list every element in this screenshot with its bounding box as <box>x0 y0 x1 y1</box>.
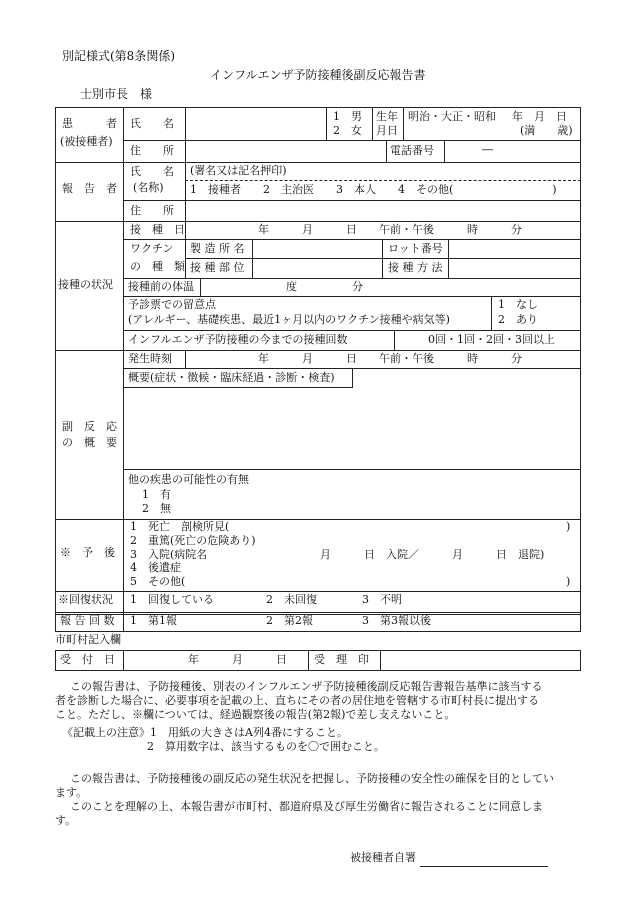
report-second[interactable]: 2 第2報 <box>266 614 313 627</box>
cell-divider <box>394 330 395 350</box>
prognosis-other-close-paren: ) <box>566 575 571 588</box>
cell-divider <box>123 140 581 141</box>
recovery-unknown[interactable]: 3 不明 <box>362 593 402 606</box>
cell-divider <box>491 296 492 330</box>
sex-female[interactable]: 2 女 <box>333 124 362 137</box>
dob-label-2: 月日 <box>376 124 398 137</box>
cell-divider <box>185 107 186 162</box>
body-temp-line: 度 分 <box>286 280 363 293</box>
addressee: 士別市長 様 <box>80 87 153 101</box>
lot-number-label: ロット番号 <box>388 242 443 255</box>
reporter-name-label: 氏 名 <box>130 165 174 178</box>
dob-label: 生年 <box>376 110 398 123</box>
cell-divider <box>185 221 186 239</box>
sex-male[interactable]: 1 男 <box>333 110 362 123</box>
report-first[interactable]: 1 第1報 <box>130 614 177 627</box>
other-disease-label: 他の疾患の可能性の有無 <box>128 473 249 486</box>
vaccination-count-options[interactable]: 0回・1回・2回・3回以上 <box>428 333 555 346</box>
reporter-type-options[interactable]: 1 接種者 2 主治医 3 本人 4 その他( ) <box>190 183 557 196</box>
vaccination-label: 接種の状況 <box>58 278 113 291</box>
screening-none[interactable]: 1 なし <box>498 298 538 311</box>
dob-ymd: 年 月 日 <box>512 110 567 123</box>
recovery-label: ※回復状況 <box>58 593 113 606</box>
note-para2-line1: この報告書は、予防接種後の副反応の発生状況を把握し、予防接種の安全性の確保を目的としてい <box>70 772 554 785</box>
form-title: インフルエンザ予防接種後副反応報告書 <box>210 68 426 82</box>
cell-divider <box>386 140 387 162</box>
body-temp-label: 接種前の体温 <box>128 280 194 293</box>
cell-divider <box>123 469 581 470</box>
vaccination-date-label: 接 種 日 <box>130 223 185 236</box>
patient-age: (満 歳) <box>520 124 573 137</box>
vaccination-count-label: インフルエンザ予防接種の今までの接種回数 <box>128 333 348 346</box>
cell-divider <box>123 612 124 632</box>
note-para1-line3: こと。ただし、※欄については、経過観察後の報告(第2報)で差し支えないこと。 <box>55 708 456 721</box>
onset-line: 年 月 日 午前・午後 時 分 <box>258 352 522 365</box>
vaccination-date-line: 年 月 日 午前・午後 時 分 <box>258 223 522 236</box>
onset-label: 発生時刻 <box>128 352 172 365</box>
note-para2-line2: ます。 <box>55 786 88 799</box>
other-disease-yes[interactable]: 1 有 <box>142 488 171 501</box>
prognosis-hospital-dates: 月 日 入院／ 月 日 退院) <box>320 548 545 561</box>
cell-divider <box>123 239 581 240</box>
patient-name-label: 氏 名 <box>130 117 174 130</box>
row-divider <box>55 162 581 163</box>
vaccine-type-label: ワクチン <box>130 242 174 255</box>
cell-divider <box>123 330 581 331</box>
prognosis-close-paren: ) <box>566 520 571 533</box>
reaction-sublabel: の 概 要 <box>62 436 117 449</box>
cell-divider <box>372 107 373 140</box>
report-third-plus[interactable]: 3 第3報以後 <box>362 614 431 627</box>
recovery-recovered[interactable]: 1 回復している <box>130 593 214 606</box>
cell-divider <box>326 107 327 140</box>
form-number: 別記様式(第8条関係) <box>62 49 175 63</box>
received-date-line: 年 月 日 <box>188 653 287 666</box>
prognosis-other[interactable]: 5 その他( <box>130 575 186 588</box>
received-date-label: 受 付 日 <box>60 653 115 666</box>
cell-divider <box>123 278 581 279</box>
cell-divider <box>185 350 186 368</box>
cell-divider <box>308 650 309 671</box>
cell-divider <box>185 162 186 221</box>
prognosis-hospitalized[interactable]: 3 入院(病院名 <box>130 548 208 561</box>
row-divider <box>55 350 581 351</box>
other-disease-no[interactable]: 2 無 <box>142 502 171 515</box>
note-para1-line2: 者を診断した場合に、必要事項を記載の上、直ちにその者の居住地を管轄する市町村長に提出する <box>55 694 539 707</box>
manufacturer-label: 製 造 所 名 <box>190 242 245 255</box>
prognosis-sequelae[interactable]: 4 後遺症 <box>130 561 181 574</box>
injection-method-label: 接 種 方 法 <box>388 261 443 274</box>
vaccine-type-label-2: の 種 類 <box>130 260 185 273</box>
cell-divider <box>123 650 124 671</box>
patient-address-label: 住 所 <box>130 144 174 157</box>
reporter-title-label: (名称) <box>133 181 164 194</box>
prognosis-death[interactable]: 1 死亡 剖検所見( <box>130 520 230 533</box>
cell-divider <box>123 296 581 297</box>
prognosis-serious[interactable]: 2 重篤(死亡の危険あり) <box>130 534 256 547</box>
dob-eras[interactable]: 明治・大正・昭和 <box>408 110 496 123</box>
label-column-divider <box>123 107 124 615</box>
injection-site-label: 接 種 部 位 <box>190 261 245 274</box>
dashed-divider <box>185 180 581 181</box>
phone-separator: ― <box>482 143 493 156</box>
cell-divider <box>380 650 381 671</box>
screening-yes[interactable]: 2 あり <box>498 313 538 326</box>
signature-label: 被接種者自署 <box>350 851 416 864</box>
municipal-section-title: 市町村記入欄 <box>55 633 121 646</box>
patient-sublabel: (被接種者) <box>60 135 113 148</box>
cell-divider <box>200 278 201 296</box>
screening-notes-label: 予診票での留意点 <box>128 298 216 311</box>
signature-line[interactable] <box>420 866 548 867</box>
reporter-label: 報 告 者 <box>62 182 117 195</box>
prognosis-label: ※ 予 後 <box>60 546 115 559</box>
cell-divider <box>444 140 445 162</box>
note-para3-line1: このことを理解の上、本報告書が市町村、都道府県及び厚生労働省に報告されることに同意しま <box>70 800 543 813</box>
row-divider <box>55 221 581 222</box>
cell-divider <box>403 107 404 140</box>
patient-label: 患 者 <box>62 117 117 130</box>
recovery-not-recovered[interactable]: 2 未回復 <box>266 593 317 606</box>
acceptance-seal-label: 受 理 印 <box>314 653 369 666</box>
phone-label: 電話番号 <box>390 144 434 157</box>
report-count-label: 報 告 回 数 <box>60 614 115 627</box>
cell-divider <box>185 258 581 259</box>
screening-notes-detail: (アレルギー、基礎疾患、最近1ヶ月以内のワクチン接種や病気等) <box>128 313 450 326</box>
note-para1-line1: この報告書は、予防接種後、別表のインフルエンザ予防接種後副反応報告書報告基準に該当する <box>70 680 543 693</box>
reporter-address-label: 住 所 <box>130 204 174 217</box>
summary-label: 概要(症状・徴候・臨床経過・診断・検査) <box>128 371 335 384</box>
signature-note: (署名又は記名押印) <box>190 164 287 177</box>
caution-title: 《記載上の注意》1 用紙の大きさはA列4番にすること。 <box>62 726 348 739</box>
reaction-label: 副 反 応 <box>62 420 117 433</box>
note-para3-line2: す。 <box>55 814 77 827</box>
caution-item2: 2 算用数字は、該当するものを〇で囲むこと。 <box>147 740 385 753</box>
cell-divider <box>123 200 581 201</box>
row-divider <box>55 591 581 592</box>
